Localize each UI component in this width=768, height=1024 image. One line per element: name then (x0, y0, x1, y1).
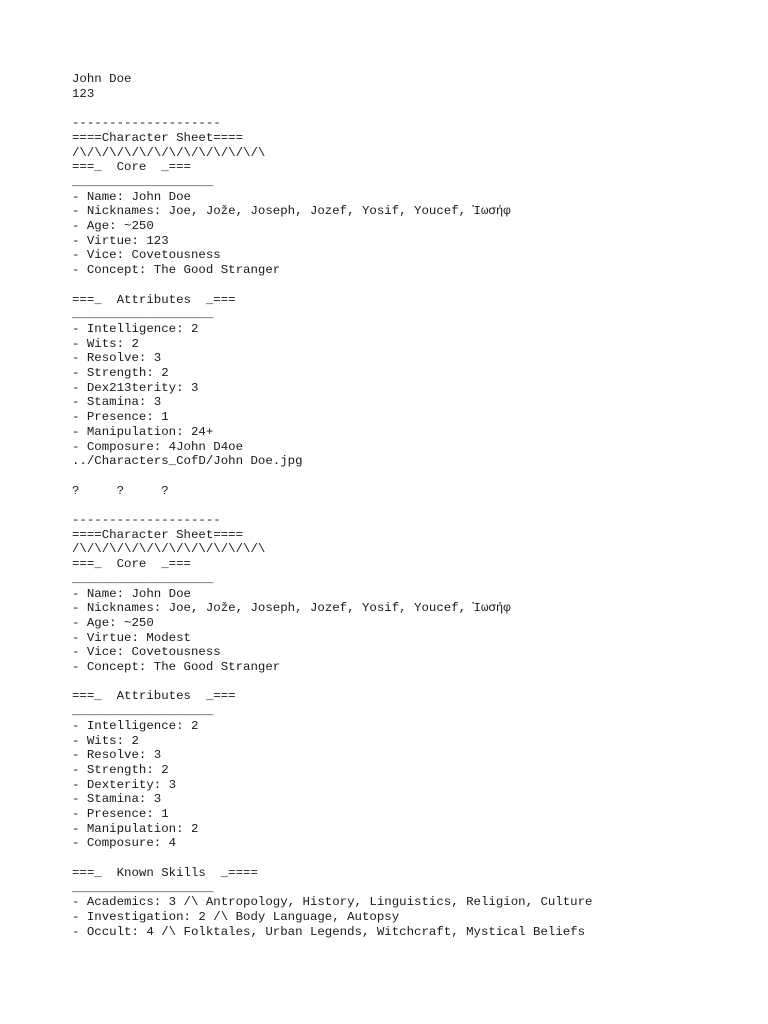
character-name: John Doe (72, 72, 132, 86)
attribute-item: - Composure: 4John D4oe (72, 439, 244, 454)
zigzag-rule: /\/\/\/\/\/\/\/\/\/\/\/\/\ (72, 542, 266, 557)
underline-rule: ___________________ (72, 704, 214, 719)
attribute-item: - Presence: 1 (72, 807, 169, 822)
sheet-title: ====Character Sheet==== (72, 527, 244, 542)
attribute-item: - Resolve: 3 (72, 351, 162, 366)
document-page (72, 72, 732, 939)
underline-rule: ___________________ (72, 307, 214, 322)
attribute-item: - Wits: 2 (72, 733, 139, 748)
attribute-item: - Dexterity: 3 (72, 777, 177, 792)
spacer (72, 469, 732, 484)
attribute-item: - Intelligence: 2 (72, 718, 199, 733)
attribute-item: - Strength: 2 (72, 366, 169, 381)
divider: -------------------- (72, 513, 221, 528)
skill-item: - Academics: 3 /\ Antropology, History, Linguistics, Religion, Culture (72, 895, 593, 910)
core-item: - Virtue: 123 (72, 233, 169, 248)
underline-rule: ___________________ (72, 174, 214, 189)
spacer (72, 101, 732, 116)
attribute-item: - Strength: 2 (72, 762, 169, 777)
core-item: - Name: John Doe (72, 189, 191, 204)
core-item: - Name: John Doe (72, 586, 191, 601)
attribute-item: - Stamina: 3 (72, 395, 162, 410)
zigzag-rule: /\/\/\/\/\/\/\/\/\/\/\/\/\ (72, 145, 266, 160)
attribute-item: - Manipulation: 24+ (72, 424, 214, 439)
section-heading-core: ===_ Core _=== (72, 160, 191, 175)
spacer (72, 851, 732, 866)
attribute-item: - Intelligence: 2 (72, 321, 199, 336)
section-heading-core: ===_ Core _=== (72, 557, 191, 572)
spacer (72, 675, 732, 690)
underline-rule: ___________________ (72, 571, 214, 586)
attribute-item: - Dex213terity: 3 (72, 380, 199, 395)
section-heading-skills: ===_ Known Skills _==== (72, 865, 258, 880)
attribute-item: - Wits: 2 (72, 336, 139, 351)
skill-item: - Occult: 4 /\ Folktales, Urban Legends, Witchcraft, Mystical Beliefs (72, 924, 586, 939)
attribute-item: - Manipulation: 2 (72, 821, 199, 836)
core-item: - Vice: Covetousness (72, 645, 221, 660)
underline-rule: ___________________ (72, 880, 214, 895)
section-heading-attributes: ===_ Attributes _=== (72, 689, 236, 704)
section-heading-attributes: ===_ Attributes _=== (72, 292, 236, 307)
spacer (72, 498, 732, 513)
attribute-item: - Stamina: 3 (72, 792, 162, 807)
core-item: - Age: ~250 (72, 615, 154, 630)
character-number: 123 (72, 86, 95, 101)
attribute-item: - Composure: 4 (72, 836, 177, 851)
core-item: - Virtue: Modest (72, 630, 191, 645)
core-item: - Age: ~250 (72, 219, 154, 234)
core-item: - Nicknames: Joe, Jože, Joseph, Jozef, Yosif, Youcef, Ἰωσήφ (72, 204, 511, 219)
core-item: - Concept: The Good Stranger (72, 263, 281, 278)
skill-item: - Investigation: 2 /\ Body Language, Autopsy (72, 909, 400, 924)
core-item: - Nicknames: Joe, Jože, Joseph, Jozef, Yosif, Youcef, Ἰωσήφ (72, 601, 511, 616)
question-marks: ? ? ? (72, 483, 169, 498)
attribute-item: - Resolve: 3 (72, 748, 162, 763)
core-item: - Vice: Covetousness (72, 248, 221, 263)
core-item: - Concept: The Good Stranger (72, 660, 281, 675)
attribute-item: - Presence: 1 (72, 410, 169, 425)
sheet-title: ====Character Sheet==== (72, 130, 244, 145)
spacer (72, 278, 732, 293)
image-path: ../Characters_CofD/John Doe.jpg (72, 454, 303, 469)
divider: -------------------- (72, 116, 221, 131)
